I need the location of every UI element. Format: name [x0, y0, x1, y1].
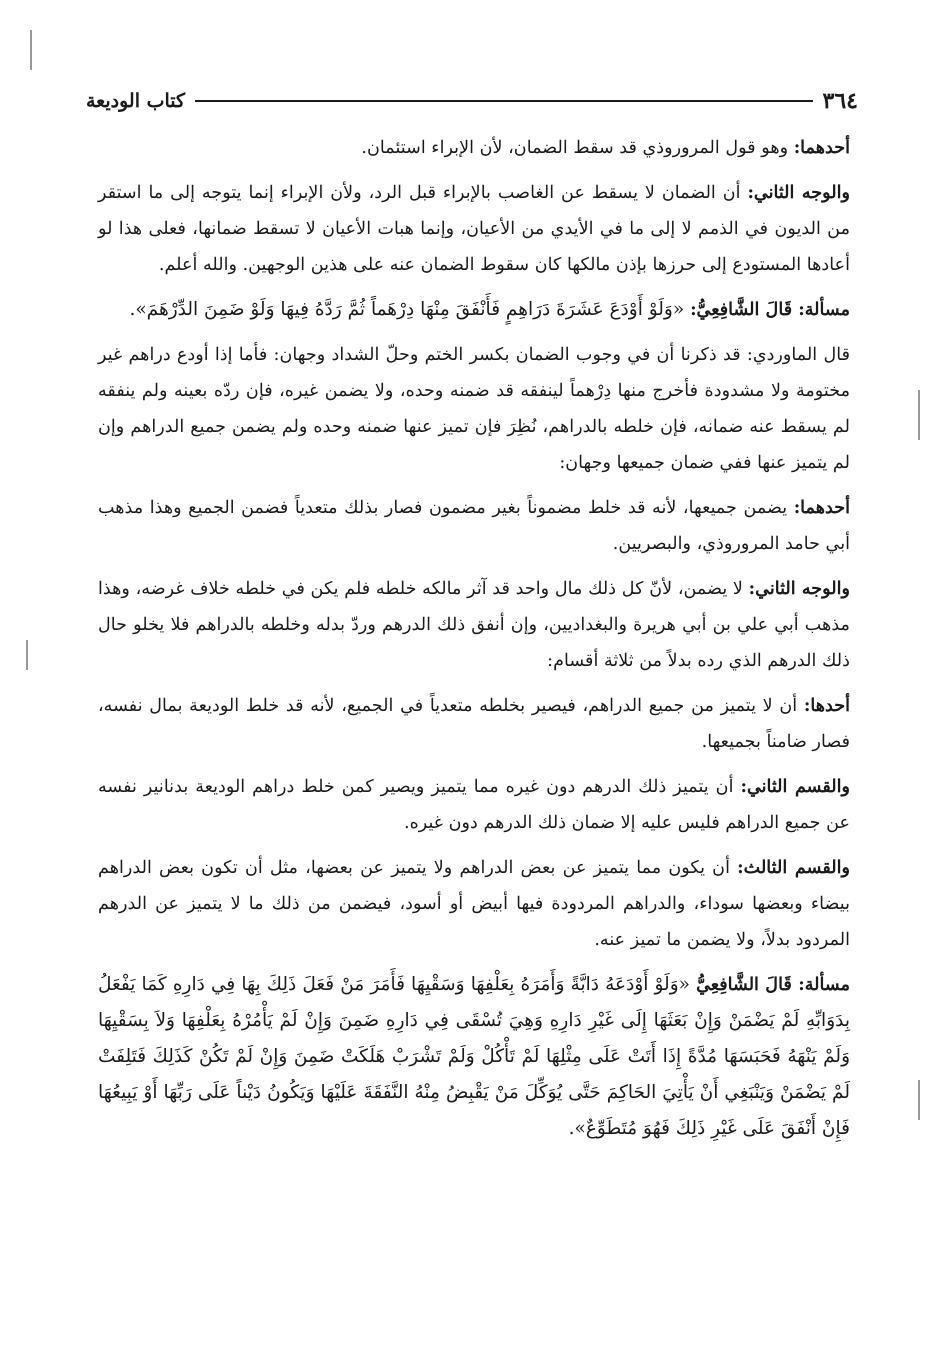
- paragraph-text: أن الضمان لا يسقط عن الغاصب بالإبراء قبل الرد، ولأن الإبراء إنما يتوجه إلى ما استقر من الديون في الذمم لا إلى ما في الأيدي من الأعيان، وإنما هبات الأعيان لا تسقط ضمانها، فعلى هذا لو أعادها المستودع إلى حرزها بإذن مالكها كان سقوط الضمان عنه على هذين الوجهين. والله أعلم.: [98, 183, 850, 275]
- body-text: [98, 130, 850, 1156]
- paragraph-lead: أحدها:: [803, 695, 850, 716]
- running-header: [86, 86, 858, 116]
- paragraph-lead: أحدهما:: [793, 137, 850, 158]
- paragraph: [98, 688, 850, 760]
- paragraph-text: وهو قول المروروذي قد سقط الضمان، لأن الإبراء استئمان.: [361, 138, 794, 158]
- scan-edge-mark-top: [30, 30, 32, 70]
- paragraph-text: يضمن جميعها، لأنه قد خلط مضموناً بغير مضمون فصار بذلك متعدياً فضمن الجميع وهذا مذهب أبي حامد المروروذي، والبصريين.: [98, 498, 850, 554]
- page-number: ٣٦٤: [822, 88, 858, 114]
- paragraph-text: «وَلَوْ أَوْدَعَهُ دَابَّةً وَأَمَرَهُ بِعَلْفِهَا وَسَقْيِهَا فَأَمَرَ مَنْ فَعَلَ ذَلِكَ بِهَا فِي دَارِهِ كَمَا يَفْعَلُ بِدَوَابِّهِ لَمْ يَضْمَنْ وَإِنْ بَعَثَهَا إِلَى غَيْرِ دَارِهِ وَهِيَ تُسْقَى فِي دَارِهِ ضَمِنَ وَإِنْ لَمْ يَأْمُرْهُ بِعَلْفِهَا وَلاَ بِسَقْيِهَا وَلَمْ يَنْهَهُ فَحَبَسَهَا مُدَّةً إِذَا أَتَتْ عَلَى مِثْلِهَا لَمْ تَأْكُلْ وَلَمْ تَشْرَبْ هَلَكَتْ ضَمِنَ وَإِنْ لَمْ تَكُنْ كَذَلِكَ فَتَلِفَتْ لَمْ يَضْمَنْ وَيَنْبَغِي أَنْ يَأْتِيَ الحَاكِمَ حَتَّى يُوَكِّلَ مَنْ يَقْبِضُ مِنْهُ النَّفَقَةَ عَلَيْهَا وَيَكُونُ دَيْناً عَلَى رَبِّهَا أَوْ يَبِيعُهَا فَإِنْ أَنْفَقَ عَلَى غَيْرِ ذَلِكَ فَهُوَ مُتَطَوِّعٌ».: [98, 974, 850, 1139]
- paragraph-lead: والقسم الثالث:: [737, 857, 850, 878]
- paragraph-text: أن يتميز ذلك الدرهم دون غيره مما يتميز ويصير كمن خلط دراهم الوديعة بدنانير نفسه عن جميع الدراهم فليس عليه إلا ضمان ذلك الدرهم دون غيره.: [98, 777, 850, 833]
- paragraph-lead: والوجه الثاني:: [748, 578, 850, 599]
- paragraph-lead: مسألة: قَالَ الشَّافِعِيُّ: [696, 974, 850, 995]
- scan-edge-mark-right: [918, 390, 920, 440]
- paragraph: [98, 337, 850, 481]
- paragraph-lead: أحدهما:: [793, 497, 850, 518]
- paragraph: [98, 769, 850, 841]
- paragraph-lead: والوجه الثاني:: [747, 182, 850, 203]
- paragraph: [98, 175, 850, 283]
- scan-edge-mark-right-lower: [918, 1080, 920, 1120]
- paragraph: [98, 571, 850, 679]
- paragraph: [98, 967, 850, 1147]
- paragraph-text: «وَلَوْ أَوْدَعَ عَشَرَةَ دَرَاهِمٍ فَأَنْفَقَ مِنْهَا دِرْهَماً ثُمَّ رَدَّهُ فِيهَا وَلَوْ ضَمِنَ الدِّرْهَمَ».: [129, 299, 691, 320]
- paragraph: [98, 130, 850, 166]
- paragraph: [98, 490, 850, 562]
- book-title: كتاب الوديعة: [86, 90, 186, 112]
- paragraph-lead: مسألة: قَالَ الشَّافِعِيُّ:: [690, 299, 850, 320]
- paragraph: [98, 850, 850, 958]
- paragraph-text: أن لا يتميز من جميع الدراهم، فيصير بخلطه متعدياً في الجميع، لأنه قد خلط الوديعة بمال نفسه، فصار ضامناً بجميعها.: [98, 696, 850, 752]
- header-rule: [195, 100, 812, 102]
- paragraph-text: لا يضمن، لأنّ كل ذلك مال واحد قد آثر مالكه خلطه فلم يكن في خلطه خلاف غرضه، وهذا مذهب أبي علي بن أبي هريرة والبغداديين، وإن أنفق ذلك الدرهم وردّ بدله وخلطه بالدراهم فلا يخلو حال ذلك الدرهم الذي رده بدلاً من ثلاثة أقسام:: [98, 579, 850, 671]
- scan-edge-mark-left: [26, 640, 28, 670]
- paragraph: [98, 292, 850, 328]
- paragraph-text: قال الماوردي: قد ذكرنا أن في وجوب الضمان بكسر الختم وحلّ الشداد وجهان: فأما إذا أودع دراهم غير مختومة ولا مشدودة فأخرج منها دِرْهماً لينفقه قد ضمنه وحده، ولا يضمن غيره، فإن ردّه بعينه ولم ينفقه لم يسقط عنه ضمانه، فإن خلطه بالدراهم، نُظِرَ فإن تميز عنها ضمنه وحده ولم يضمن جميع الدراهم وإن لم يتميز عنها ففي ضمان جميعها وجهان:: [98, 345, 850, 473]
- paragraph-text: أن يكون مما يتميز عن بعض الدراهم ولا يتميز عن بعضها، مثل أن تكون بعض الدراهم بيضاء وبعضها سوداء، والدراهم المردودة فيها أبيض أو أسود، فيضمن من ذلك ما لا يتميز عن الدرهم المردود بدلاً، ولا يضمن ما تميز عنه.: [98, 858, 850, 950]
- paragraph-lead: والقسم الثاني:: [740, 776, 850, 797]
